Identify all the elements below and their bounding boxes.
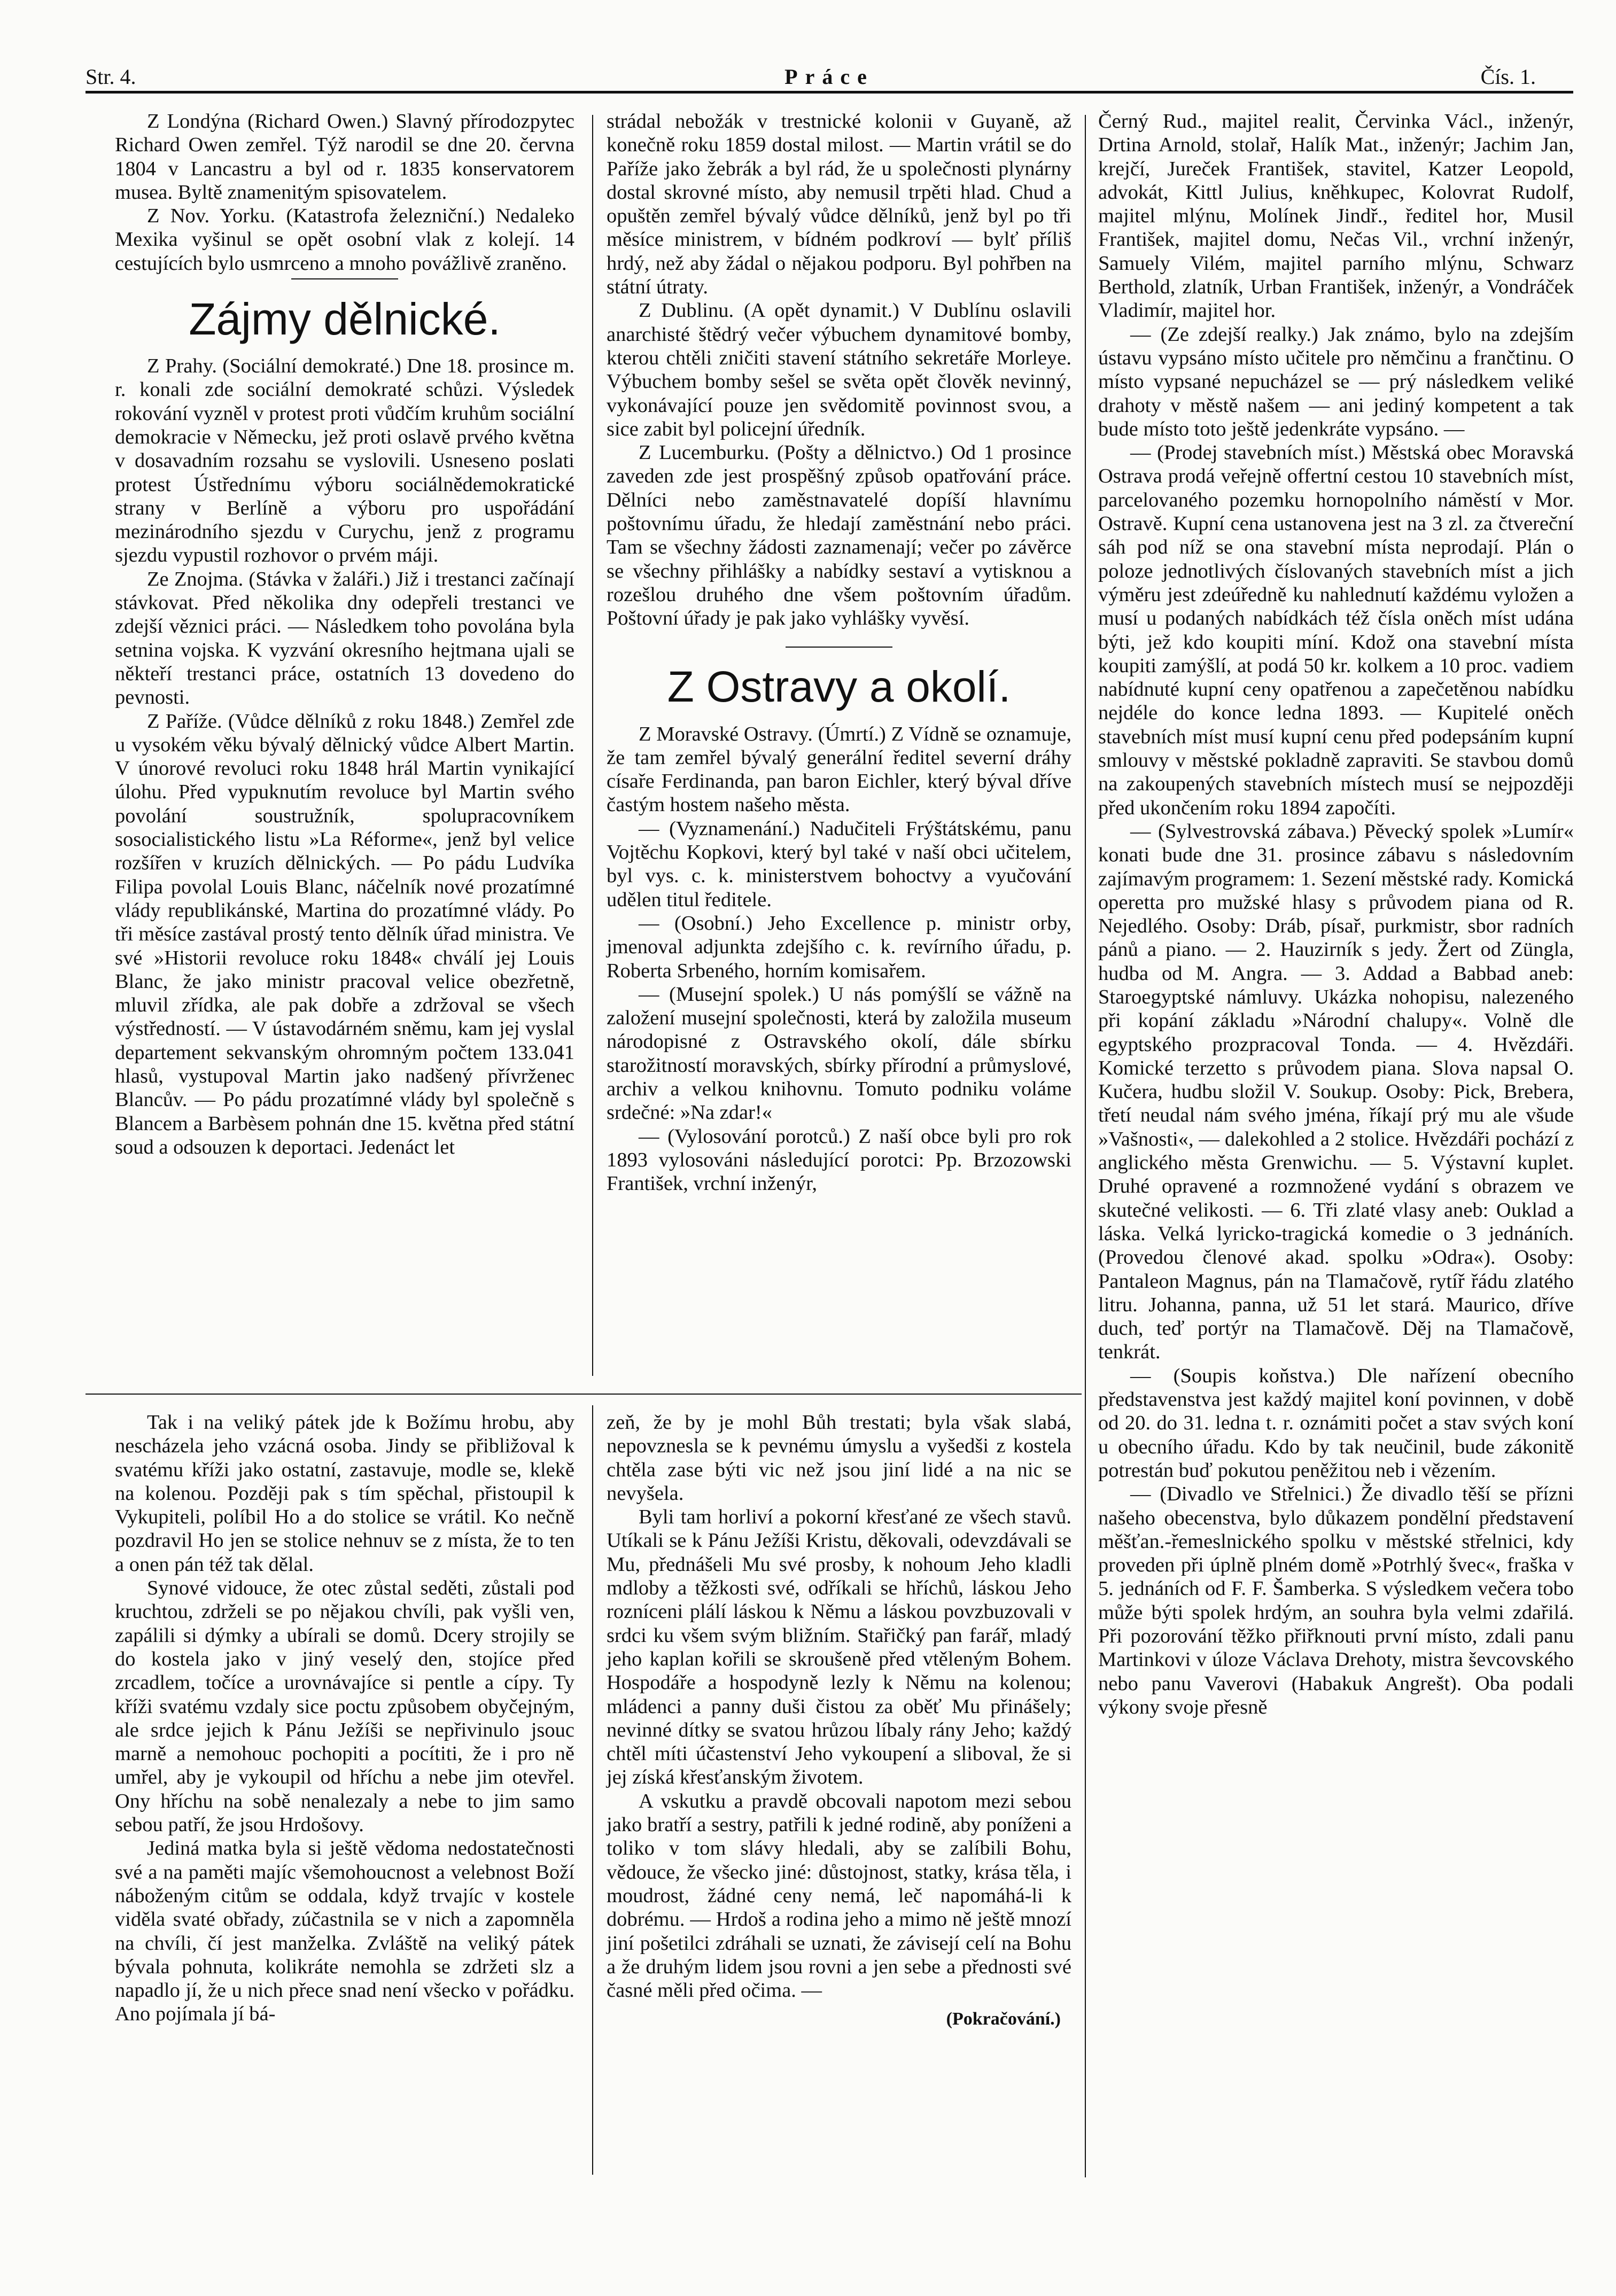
jurors-list: Černý Rud., majitel realit, Červinka Václ., inženýr, Drtina Arnold, stolař, Halík Mat., inženýr; Jachim Jan, krejčí, Jureček František, stavitel, Katzer Leopold, advokát, Kittl Julius, kněhkupec, Kolovrat Rudolf, majitel mlýnu, Molínek Jindř., ředitel hor, Musil František, majitel domu, Nečas Vil., vrchní inženýr, Samuely Vilém, majitel parního mlýnu, Schwarz Berthold, zlatník, Urban František, inženýr, a Vondráček Vladimír, majitel hor. [1098,110,1574,322]
news-luxembourg: Z Lucemburku. (Pošty a dělnictvo.) Od 1 prosince zaveden zde jest prospěšný způsob opatřování práce. Dělníci nebo zaměstnavatelé dopíší hlavnímu poštovnímu úřadu, že hledají zaměstnání nebo práci. Tam se všechny žádosti zaznamenají; večer po závěrce se všechny přihlášky a nabídky sestaví a vytisknou a rozešlou druhého dne všem poštovním úřadům. Poštovní úřady je pak jako vyhlášky vyvěsí. [607,441,1071,630]
news-paris-continued: strádal nebožák v trestnické kolonii v Guyaně, až konečně roku 1859 dostal milost. — Martin vrátil se do Paříže jako žebrák a byl rád, že u společnosti plynárny dostal skrovné místo, aby nemusil trpěti hlad. Chud a opuštěn zemřel bývalý vůdce dělníků, jenž byl po tři měsíce ministrem, v bídném podkroví — bylť příliš hrdý, než aby žádal o nějakou podporu. Byl pohřben na státní útraty. [607,110,1071,299]
news-building-plots: — (Prodej stavebních míst.) Městská obec Moravská Ostrava prodá veřejně offertní cestou 10 stavebních míst, parcelovaného pozemku hornopolního náměstí v Mor. Ostravě. Kupní cena ustanovena jest na 3 zl. za čtvereční sáh pod níž se ona stavební místa neprodají. Plán o poloze jednotlivých číslovaných stavebních míst a jich výměru jest zdeúředně ku nahlednutí každému vyložen a musí u podaných nabídkách též čísla oněch míst udána býti, jež kdo koupiti míní. Kdož ona stavební místa koupiti zamýšlí, at podá 50 kr. kolkem a 10 proc. vadiem nabídnuté kupní ceny opatřenou a zapečetěnou nabídku nejdéle do konce ledna 1893. — Kupitelé oněch stavebních míst musí kupní cenu před podepsáním kupní smlouvy v městské pokladně zapraviti. Se stavbou domů na zakoupených stavebních místech musí se nejpozději před ukončením roku 1894 započíti. [1098,441,1574,819]
feuilleton-paragraph: Synové vidouce, že otec zůstal seděti, zůstali pod kruchtou, zdrželi se po nějakou chvíli, pak vyšli ven, zapálili si dýmky a ubírali se domů. Dcery strojily se do kostela jako v jiný veselý den, stojíce před zrcadlem, točíce a urovnávajíce si pentle a cípy. Ty kříži svatému vzdaly sice poctu způsobem obyčejným, ale srdce jejich k Pánu Ježíši se nepřivinulo jsouc marně a nemohouc pochopiti a pocítiti, že i pro ně umřel, aby je vykoupil od hříchu a nebe jim otevřel. Ony hříchu na sobě nenalezaly a nebe to jim samo sebou patří, že jsou Hrdošovy. [115,1577,574,1836]
newspaper-title: Práce [784,65,874,89]
feuilleton-left [115,1411,574,2026]
column-divider [592,1405,593,2175]
column-1 [115,110,574,1159]
news-dublin: Z Dublinu. (A opět dynamit.) V Dublínu oslavili anarchisté štědrý večer výbuchem dynamitové bomby, kterou chtěli zničiti stavení státního sekretáře Morleye. Výbuchem bomby sešel se světa opět člověk nevinný, vykonávající pouze jen svědomitě povinnost svou, a sice zabit byl policejní úředník. [607,299,1071,440]
feuilleton-paragraph: Jediná matka byla si ještě vědoma nedostatečnosti své a na paměti majíc všemohoucnost a velebnost Boží náboženým citům se oddala, když trvajíc v kostele viděla svaté obřady, zúčastnila se v nich a zapomněla na chvíli, čí jest manželka. Zvláště na veliký pátek bývala pohnuta, kolikráte nemohla se zdržeti slz a napadlo jí, že u nich přece snad není všecko v pořádku. Ano pojímala jí bá- [115,1837,574,2026]
feuilleton-paragraph: zeň, že by je mohl Bůh trestati; byla však slabá, nepovznesla se k pevnému úmyslu a vyšedši z kostela chtěla zase býti vic než jsou jiní lidé a na nic se nevyšela. [607,1411,1071,1505]
section-divider [786,647,892,648]
news-ostrava-death: Z Moravské Ostravy. (Úmrtí.) Z Vídně se oznamuje, že tam zemřel bývalý generální ředitel severní dráhy císaře Ferdinanda, pan baron Eichler, který býval dříve častým hostem našeho města. [607,722,1071,816]
feuilleton-paragraph: Byli tam horliví a pokorní křesťané ze všech stavů. Utíkali se k Pánu Ježíši Kristu, děkovali, odevzdávali se Mu, přednášeli Mu své prosby, k nohoum Jeho kladli mdloby a těžkosti své, odříkali se hříchů, láskou Jeho rozníceni plálí láskou k Němu a láskou povzbuzovali v srdci ku všem svým bližním. Stařičký pan farář, mladý jeho kaplan kořili se skroušeně před vtěleným Bohem. Hospodáře a hospodyně lezly k Němu na kolenou; mládenci a panny duši čistou za oběť Mu přinášely; nevinné dítky se svatou hrůzou líbaly rány Jeho; každý chtěl míti účastenství Jeho vykoupení a sliboval, že si jej získá křesťanským životem. [607,1506,1071,1789]
column-divider [1085,115,1086,2177]
section-divider [291,278,398,279]
feuilleton-rule [86,1394,1082,1395]
news-realschool: — (Ze zdejší realky.) Jak známo, bylo na zdejším ústavu vypsáno místo učitele pro němčinu a frančtinu. O místo vypsané nepucházel se — prý následkem veliké drahoty v městě našem — ani jediný kompetent a tak bude místo toto ještě jedenkráte vypsáno. — [1098,323,1574,440]
section-heading-labor: Zájmy dělnické. [189,294,501,345]
feuilleton-paragraph: A vskutku a pravdě obcovali napotom mezi sebou jako bratří a sestry, patřili k jedné rodině, aby poníženi a toliko v tom slávy hledali, aby se zalíbili Bohu, vědouce, že všecko jiné: důstojnost, statky, krása těla, i moudrost, žádné ceny nemá, leč napomáhá-li k dobrému. — Hrdoš a rodina jeho a mimo ně ještě mnozí jiní pošetilci zdráhali se uznati, že závisejí celí na Bohu a že druhým lidem jsou rovni a jen sebe a přednosti své časné měli před očima. — [607,1789,1071,2002]
feuilleton-right [607,1411,1071,2032]
news-sylvester-party: — (Sylvestrovská zábava.) Pěvecký spolek »Lumír« konati bude dne 31. prosince zábavu s následovním zajímavým programem: 1. Sezení městské rady. Komická operetta pro mužské hlasy s průvodem piana od R. Nejedlého. Osoby: Dráb, písař, purkmistr, sbor radních pánů a piano. — 2. Hauzirník s jedy. Žert od Züngla, hudba od M. Angra. — 3. Addad a Babbad aneb: Staroegyptské námluvy. Ukázka nohopisu, nalezeného při kopání základu »Národní chalupy«. Volně dle egyptského prozpracoval Tonda. — 4. Hvězdáři. Komické terzetto s průvodem piana. Slova napsal O. Kučera, hudbu složil V. Soukup. Osoby: Pick, Brebera, třetí neudal nám svého jména, říkají prý mu ale všude »Vašnosti«, — dalekohled a 2 stolice. Hvězdáři pochází z anglického města Grenwichu. — 5. Výstavní kuplet. Druhé opravené a rozmnožené vydání s obrazem ve skutečné velikosti. — 6. Tři zlaté vlasy aneb: Ouklad a láska. Velká lyricko-tragická komedie o 3 jednáních. (Provedou členové akad. spolku »Odra«). Osoby: Pantaleon Magnus, pán na Tlamačově, rytíř řádu zlatého litru. Johanna, panna, už 51 let stará. Maurico, dříve duch, teď portýr na Tlamačově. Děj na Tlamačově, tenkrát. [1098,820,1574,1364]
news-museum-society: — (Musejní spolek.) U nás pomýšlí se vážně na založení musejní společnosti, která by založila museum národopisné z Ostravského okolí, dále sbírku starožitností moravských, sbírky přírodní a průmyslové, archiv a velkou knihovnu. Tomuto podniku voláme srdečné: »Na zdar!« [607,983,1071,1124]
news-horse-census: — (Soupis koňstva.) Dle nařízení obecního představenstva jest každý majitel koní povinnen, v době od 20. do 31. ledna t. r. oznámiti počet a stav svých koní u obecního úřadu. Kdo by tak neučinil, bude zákonitě potrestán buď pokutou peněžitou neb i vězením. [1098,1364,1574,1482]
header-rule [86,91,1573,94]
news-prague: Z Prahy. (Sociální demokraté.) Dne 18. prosince m. r. konali zde sociální demokraté schůzi. Výsledek rokování vyzněl v protest proti vůdčím kruhům sociální demokracie v Německu, jež proti oslavě prvého května v dosavadním rozsahu se vyslovili. Usneseno poslati protest Ústřednímu výboru sociálnědemokratické strany v Berlíně a výboru pro uspořádání mezinárodního sjezdu v Curychu, jenž z programu sjezdu vypustil rozhovor o prvém máji. [115,355,574,567]
to-be-continued: (Pokračování.) [946,2009,1061,2029]
column-2 [607,110,1071,1195]
column-3 [1098,110,1574,1719]
news-jurors: — (Vylosování porotců.) Z naší obce byli pro rok 1893 vylosováni následující porotci: Pp. Brzozowski František, vrchní inženýr, [607,1125,1071,1195]
issue-number: Čís. 1. [1480,65,1536,89]
news-znojmo: Ze Znojma. (Stávka v žaláři.) Již i trestanci začínají stávkovat. Před několika dny odepřeli trestanci ve zdejší věznici práci. — Následkem toho povolána byla setnina vojska. K vyzvání okresního hejtmana ujali se někteří trestanci práce, ostatních 13 dovedeno do pevnosti. [115,567,574,709]
news-personal: — (Osobní.) Jeho Excellence p. ministr orby, jmenoval adjunkta zdejšího c. k. revírního úřadu, p. Roberta Srbeného, horním komisařem. [607,912,1071,982]
news-london: Z Londýna (Richard Owen.) Slavný přírodozpytec Richard Owen zemřel. Týž narodil se dne 20. června 1804 v Lancastru a byl od r. 1835 konservatorem musea. Byltě znamenitým spisovatelem. [115,110,574,204]
news-paris: Z Paříže. (Vůdce dělníků z roku 1848.) Zemřel zde u vysokém věku bývalý dělnický vůdce Albert Martin. V únorové revoluci roku 1848 hrál Martin vynikající úlohu. Před vypuknutím revoluce byl Martin svého povolání soustružník, spolupracovníkem sosocialistického listu »La Réforme«, jenž byl velice rozšířen v kruzích dělnických. — Po pádu Ludvíka Filipa povolal Louis Blanc, náčelník nové prozatímné vlády republikánské, Martina do prozatímné vlády. Po tři měsíce zastával prostý tento dělník úřad ministra. Ve své »Historii revoluce roku 1848« chválí jej Louis Blanc, že jako ministr pracoval velice obezřetně, mluvil zřídka, ale pak dobře a zdržoval se všech výstředností. — V ústavodárném sněmu, kam jej vyslal departement sekvanským ohromným počtem 133.041 hlasů, vystupoval Martin jako nadšený přívrženec Blancův. — Po pádu prozatímné vlády byl společně s Blancem a Barbèsem pohnán dne 15. května před státní soud a odsouzen k deportaci. Jedenáct let [115,710,574,1158]
column-divider [592,115,593,1376]
news-theatre: — (Divadlo ve Střelnici.) Že divadlo těší se přízni našeho obecenstva, bylo důkazem pondělní představení měšťan.-řemeslnického spolku v městské střelnici, kdy proveden při úplně plném domě »Potrhlý švec«, fraška v 5. jednáních od F. F. Šamberka. S výsledkem večera tobo může býti spolek hrdým, an souhra byla velmi zdařilá. Při pozorování těžko přiřknouti první místo, zdali panu Martinkovi v úloze Václava Drehoty, mistra ševcovského nebo panu Vaverovi (Habakuk Angrešt). Oba podali výkony svoje přesně [1098,1483,1574,1718]
feuilleton-paragraph: Tak i na veliký pátek jde k Božímu hrobu, aby nescházela jeho vzácná osoba. Jindy se přibližoval k svatému kříži jako ostatní, zastavuje, modle se, klekě na kolenou. Později pak s tím spěchal, přistoupil k Vykupiteli, políbil Ho a do stolice se vrátil. Ko nečně pozdravil Ho jen se stolice nehnuv se z místa, že to ten a onen pán též tak dělal. [115,1411,574,1576]
news-new-york: Z Nov. Yorku. (Katastrofa železniční.) Nedaleko Mexika vyšinul se opět osobní vlak z kolejí. 14 cestujících bylo usmrceno a mnoho povážlivě zraněno. [115,205,574,275]
section-heading-ostrava: Z Ostravy a okolí. [667,662,1011,711]
page-number: Str. 4. [86,65,136,89]
news-award: — (Vyznamenání.) Nadučiteli Frýštátskému, panu Vojtěchu Kopkovi, který byl také v naší obci učitelem, byl vys. c. k. ministerstvem bohoctvy a vyučování udělen titul ředitele. [607,817,1071,911]
